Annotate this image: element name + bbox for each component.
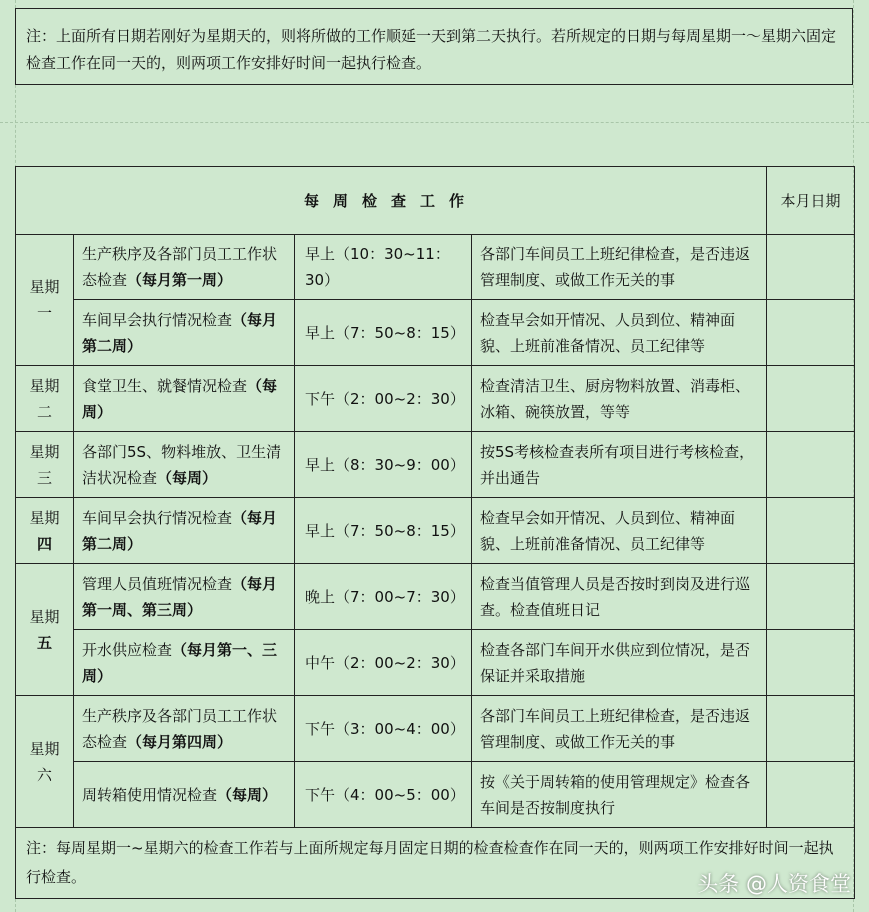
table-row	[16, 564, 855, 630]
task-frequency: （每月第一周）	[127, 271, 233, 289]
time-cell: 下午（2：00~2：30）	[295, 366, 472, 432]
task-name: 车间早会执行情况检查	[82, 508, 233, 527]
content-cell: 检查清洁卫生、厨房物料放置、消毒柜、冰箱、碗筷放置，等等	[472, 366, 767, 432]
content-cell: 按5S考核检查表所有项目进行考核检查，并出通告	[472, 432, 767, 498]
month-date-cell[interactable]	[767, 366, 855, 432]
content-cell: 按《关于周转箱的使用管理规定》检查各车间是否按制度执行	[472, 762, 767, 828]
content-cell: 检查早会如开情况、人员到位、精神面貌、上班前准备情况、员工纪律等	[472, 300, 767, 366]
time-cell: 早上（8：30~9：00）	[295, 432, 472, 498]
table-row	[16, 630, 855, 696]
day-number: 六	[36, 765, 52, 784]
table-row	[16, 300, 855, 366]
day-wednesday	[16, 432, 74, 498]
day-number: 四	[36, 534, 52, 553]
task-frequency: （每月第二周）	[82, 508, 278, 553]
time-cell: 下午（4：00~5：00）	[295, 762, 472, 828]
task-frequency: （每月第一周、第三周）	[82, 574, 278, 619]
day-number: 五	[36, 633, 52, 652]
task-frequency: （每月第四周）	[127, 732, 233, 751]
day-number: 三	[36, 468, 52, 487]
table-row	[16, 366, 855, 432]
day-label: 星期	[29, 607, 60, 626]
header-month-date: 本月日期	[767, 167, 855, 235]
task-name: 生产秩序及各部门员工工作状态检查	[82, 706, 278, 751]
table-row	[16, 235, 855, 300]
day-monday	[16, 235, 74, 366]
task-name: 各部门5S、物料堆放、卫生清洁状况检查	[82, 442, 282, 487]
task-frequency: （每周）	[82, 376, 278, 421]
table-row	[16, 696, 855, 762]
task-name: 生产秩序及各部门员工工作状态检查	[82, 245, 278, 289]
task-cell	[74, 564, 295, 630]
day-thursday	[16, 498, 74, 564]
task-cell	[74, 366, 295, 432]
content-cell: 检查早会如开情况、人员到位、精神面貌、上班前准备情况、员工纪律等	[472, 498, 767, 564]
month-date-cell[interactable]	[767, 235, 855, 300]
content-cell: 各部门车间员工上班纪律检查，是否违返管理制度、或做工作无关的事	[472, 235, 767, 300]
month-date-cell[interactable]	[767, 762, 855, 828]
day-tuesday	[16, 366, 74, 432]
task-name: 开水供应检查	[82, 640, 173, 659]
month-date-cell[interactable]	[767, 630, 855, 696]
table-row	[16, 498, 855, 564]
month-date-cell[interactable]	[767, 564, 855, 630]
task-cell	[74, 300, 295, 366]
table-row	[16, 762, 855, 828]
task-cell	[74, 630, 295, 696]
task-name: 周转箱使用情况检查	[82, 785, 218, 804]
time-cell: 早上（7：50~8：15）	[295, 498, 472, 564]
content-cell: 检查当值管理人员是否按时到岗及进行巡查。检查值班日记	[472, 564, 767, 630]
task-cell	[74, 235, 295, 300]
table-header-row	[16, 167, 855, 235]
weekly-inspection-table	[15, 166, 855, 899]
day-saturday	[16, 696, 74, 828]
watermark: 头条 @人资食堂	[697, 872, 851, 896]
time-cell: 中午（2：00~2：30）	[295, 630, 472, 696]
time-cell: 早上（10：30~11：30）	[295, 235, 472, 300]
day-label: 星期	[29, 508, 60, 527]
day-number: 二	[36, 402, 52, 421]
task-frequency: （每月第一、三周）	[82, 640, 278, 685]
time-cell: 晚上（7：00~7：30）	[295, 564, 472, 630]
task-name: 车间早会执行情况检查	[82, 310, 233, 329]
page-guide-top	[0, 122, 869, 123]
task-cell	[74, 432, 295, 498]
task-frequency: （每月第二周）	[82, 310, 278, 355]
month-date-cell[interactable]	[767, 696, 855, 762]
task-name: 食堂卫生、就餐情况检查	[82, 376, 248, 395]
day-label: 星期	[29, 376, 60, 395]
content-cell: 检查各部门车间开水供应到位情况，是否保证并采取措施	[472, 630, 767, 696]
day-label: 星期	[29, 278, 60, 296]
task-cell	[74, 762, 295, 828]
day-friday	[16, 564, 74, 696]
task-cell	[74, 498, 295, 564]
top-note-text: 注：上面所有日期若刚好为星期天的，则将所做的工作顺延一天到第二天执行。若所规定的日期与每周星期一～星期六固定检查工作在同一天的，则两项工作安排好时间一起执行检查。	[26, 27, 837, 72]
day-number: 一	[36, 304, 52, 322]
month-date-cell[interactable]	[767, 300, 855, 366]
month-date-cell[interactable]	[767, 432, 855, 498]
day-label: 星期	[29, 442, 60, 461]
task-name: 管理人员值班情况检查	[82, 574, 233, 593]
month-date-cell[interactable]	[767, 498, 855, 564]
task-frequency: （每周）	[217, 785, 278, 804]
task-cell	[74, 696, 295, 762]
task-frequency: （每周）	[157, 468, 218, 487]
table-title: 每周检查工作	[16, 167, 767, 235]
table-row	[16, 432, 855, 498]
content-cell: 各部门车间员工上班纪律检查，是否违返管理制度、或做工作无关的事	[472, 696, 767, 762]
day-label: 星期	[29, 739, 60, 758]
time-cell: 早上（7：50~8：15）	[295, 300, 472, 366]
bottom-note: 注：每周星期一~星期六的检查工作若与上面所规定每月固定日期的检查检查作在同一天的，则两项工作安排好时间一起执行检查。	[16, 828, 855, 899]
top-note	[15, 8, 853, 85]
time-cell: 下午（3：00~4：00）	[295, 696, 472, 762]
